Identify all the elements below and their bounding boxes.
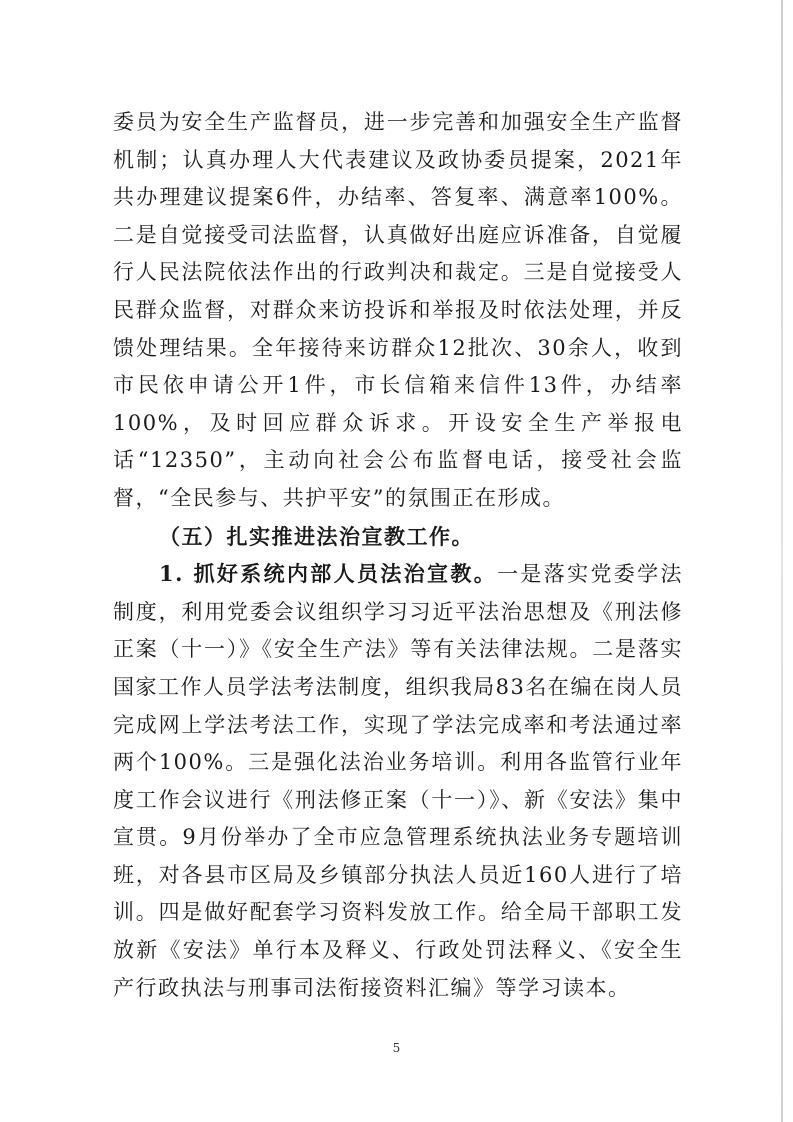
document-body — [113, 104, 683, 1007]
page-number: 5 — [392, 1041, 401, 1055]
subsection-text: 一是落实党委学法制度，利用党委会议组织学习习近平法治思想及《刑法修正案（十一）》《安全生产法》等有关法律法规。二是落实国家工作人员学法考法制度，组织我局83名在编在岗人员完成网上学法考法工作，实现了学法完成率和考法通过率两个100%。三是强化法治业务培训。利用各监管行业年度工作会议进行《刑法修正案（十一）》、新《安法》集中宣贯。9月份举办了全市应急管理系统执法业务专题培训班，对各县市区局及乡镇部分执法人员近160人进行了培训。四是做好配套学习资料发放工作。给全局干部职工发放新《安法》单行本及释义、行政处罚法释义、《安全生产行政执法与刑事司法衔接资料汇编》等学习读本。 — [113, 562, 683, 1000]
subsection-lead: 1. 抓好系统内部人员法治宣教。 — [159, 561, 498, 587]
scan-edge — [781, 0, 783, 1122]
section-heading: （五）扎实推进法治宣教工作。 — [159, 523, 474, 549]
paragraph-continuation: 委员为安全生产监督员，进一步完善和加强安全生产监督机制；认真办理人大代表建议及政协委员提案，2021年共办理建议提案6件，办结率、答复率、满意率100%。二是自觉接受司法监督，认真做好出庭应诉准备，自觉履行人民法院依法作出的行政判决和裁定。三是自觉接受人民群众监督，对群众来访投诉和举报及时依法处理，并反馈处理结果。全年接待来访群众12批次、30余人，收到市民依申请公开1件，市长信箱来信件13件，办结率100%，及时回应群众诉求。开设安全生产举报电话“12350”，主动向社会公布监督电话，接受社会监督，“全民参与、共护平安”的氛围正在形成。 — [113, 110, 683, 510]
paragraph-subsection — [113, 555, 683, 1007]
